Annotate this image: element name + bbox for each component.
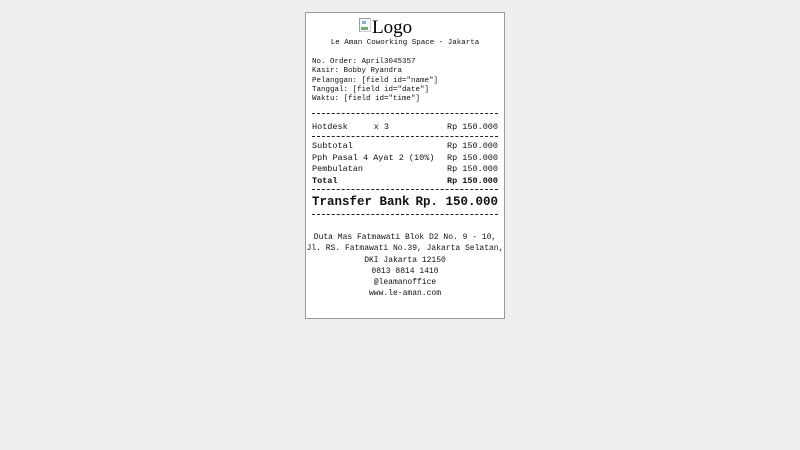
order-time: Waktu: [field id="time"] (312, 95, 421, 104)
divider (312, 189, 498, 190)
payment-amount: Rp. 150.000 (415, 195, 498, 209)
rounding-row (312, 164, 498, 175)
store-name: Le Aman Coworking Space - Jakarta (330, 39, 480, 47)
tax-label: Pph Pasal 4 Ayat 2 (10%) (312, 152, 435, 163)
divider (312, 113, 498, 114)
receipt-footer (306, 232, 504, 300)
logo-alt-text: Logo (372, 17, 413, 38)
subtotal-row (312, 141, 498, 152)
line-item (312, 122, 498, 133)
payment-row (312, 195, 498, 210)
rounding-value: Rp 150.000 (446, 164, 498, 174)
address-line-2: Jl. RS. Fatmawati No.39, Jakarta Selatan, (306, 244, 504, 254)
order-date: Tanggal: [field id="date"] (312, 85, 430, 94)
tax-value: Rp 150.000 (446, 152, 498, 163)
item-price: Rp 150.000 (446, 122, 498, 132)
divider (312, 136, 498, 137)
subtotal-value: Rp 150.000 (446, 141, 498, 151)
divider (312, 214, 498, 215)
rounding-label: Pembulatan (312, 164, 364, 174)
payment-method: Transfer Bank (312, 195, 410, 209)
tax-row (312, 153, 498, 164)
total-row (312, 176, 498, 187)
social-handle: @leamanoffice (373, 278, 437, 288)
item-name: Hotdesk (312, 122, 348, 132)
cashier-name: Kasir: Bobby Ryandra (312, 67, 403, 76)
phone-number: 0813 8814 1410 (371, 266, 439, 276)
order-number: No. Order: April3045357 (312, 58, 416, 66)
receipt (305, 12, 505, 319)
website: www.le-aman.com (368, 289, 441, 299)
total-label: Total (312, 175, 338, 186)
broken-image-icon (359, 18, 371, 32)
customer-name: Pelanggan: [field id="name"] (312, 76, 439, 85)
subtotal-label: Subtotal (312, 141, 353, 151)
address-line-1: Duta Mas Fatmawati Blok D2 No. 9 - 10, (313, 233, 497, 242)
item-quantity: x 3 (373, 122, 390, 132)
order-info (312, 58, 438, 104)
address-line-3: DKI Jakarta 12150 (364, 255, 446, 265)
logo (359, 18, 412, 38)
total-value: Rp 150.000 (446, 175, 498, 186)
